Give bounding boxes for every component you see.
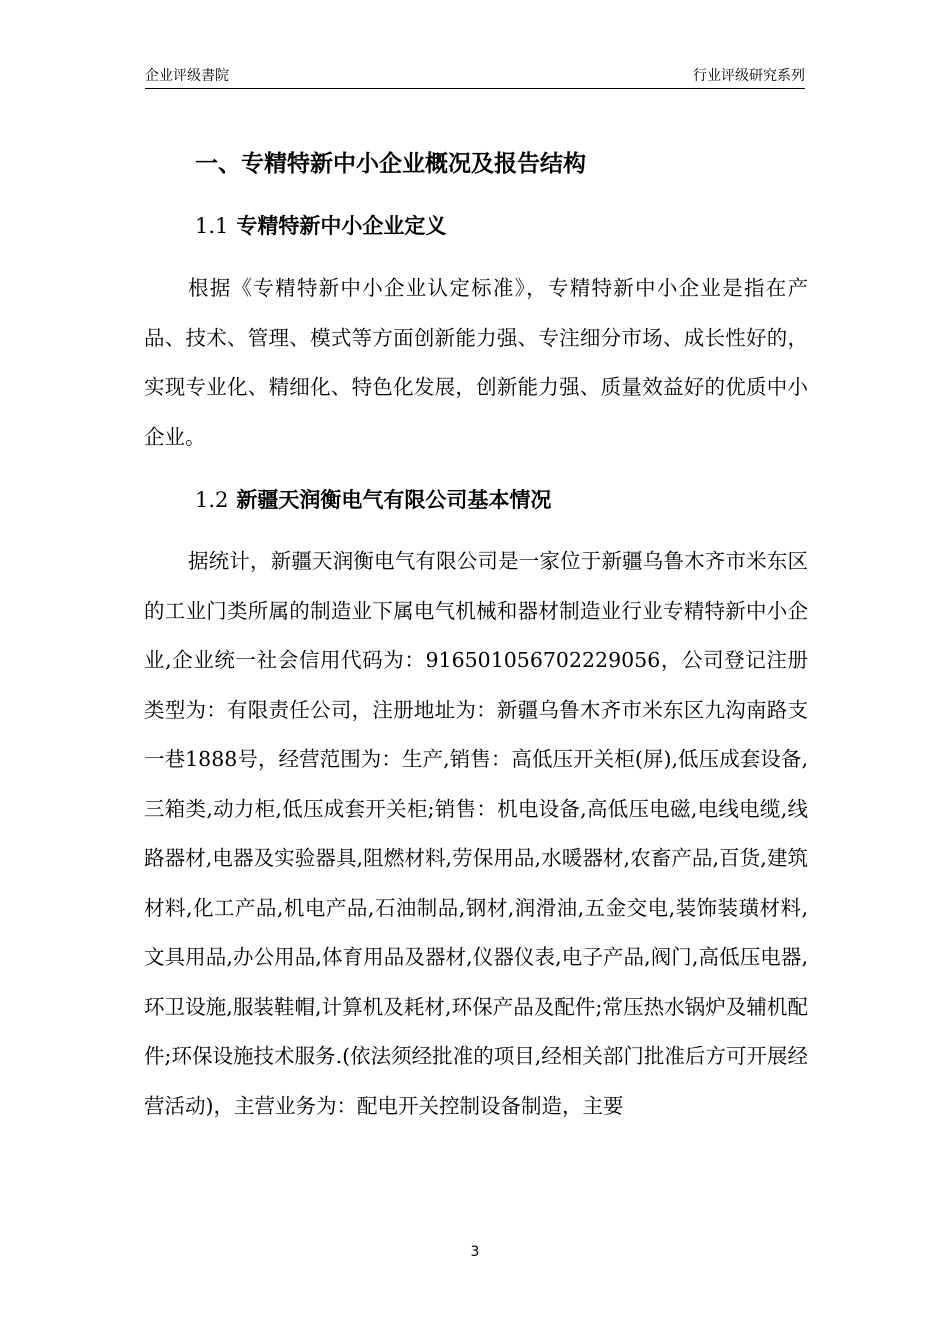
page-header — [145, 66, 805, 89]
subsection-heading-1-1 — [195, 209, 446, 243]
header-right-text: 行业评级研究系列 — [693, 68, 805, 84]
subsection-title: 专精特新中小企业定义 — [236, 214, 447, 238]
subsection-number: 1.1 — [195, 214, 229, 238]
page-number: 3 — [470, 1244, 480, 1260]
header-left-text: 企业评级書院 — [145, 68, 229, 84]
subsection-number: 1.2 — [195, 488, 229, 512]
company-info-paragraph: 据统计，新疆天润衡电气有限公司是一家位于新疆乌鲁木齐市米东区的工业门类所属的制造业下属电气机械和器材制造业行业专精特新中小企业,企业统一社会信用代码为：916501056702229056，公司登记注册类型为：有限责任公司，注册地址为：新疆乌鲁木齐市米东区九沟南路支一巷1888号，经营范围为：生产,销售：高低压开关柜(屏),低压成套设备,三箱类,动力柜,低压成套开关柜;销售：机电设备,高低压电磁,电线电缆,线路器材,电器及实验器具,阻燃材料,劳保用品,水暖器材,农畜产品,百货,建筑材料,化工产品,机电产品,石油制品,钢材,润滑油,五金交电,装饰装璜材料,文具用品,办公用品,体育用品及器材,仪器仪表,电子产品,阀门,高低压电器,环卫设施,服装鞋帽,计算机及耗材,环保产品及配件;常压热水锅炉及辅机配件;环保设施技术服务.(依法须经批准的项目,经相关部门批准后方可开展经营活动)，主营业务为：配电开关控制设备制造，主要 — [144, 549, 808, 1118]
subsection-heading-1-2 — [195, 483, 551, 517]
definition-paragraph: 根据《专精特新中小企业认定标准》，专精特新中小企业是指在产品、技术、管理、模式等方面创新能力强、专注细分市场、成长性好的，实现专业化、精细化、特色化发展，创新能力强、质量效益好的优质中小企业。 — [144, 276, 808, 449]
subsection-title: 新疆天润衡电气有限公司基本情况 — [236, 488, 552, 512]
section-title: 一、专精特新中小企业概况及报告结构 — [195, 151, 586, 177]
